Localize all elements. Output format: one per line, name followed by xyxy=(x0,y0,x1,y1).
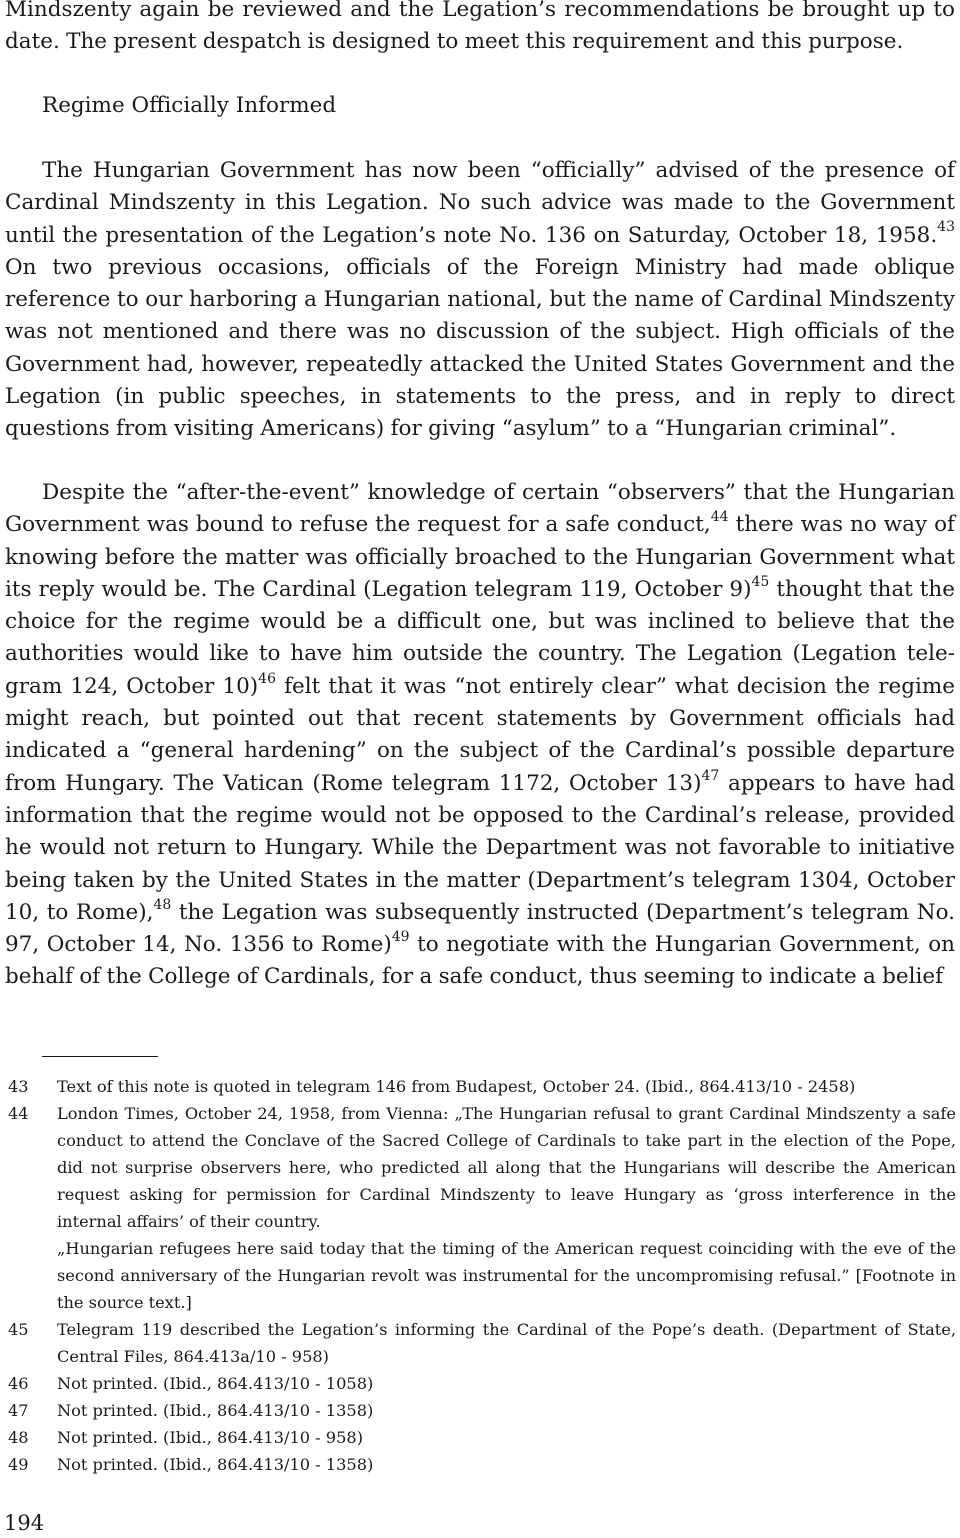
footnote-text: London Times, October 24, 1958, from Vienna: „The Hungarian refusal to grant Cardinal Mindszenty a safe conduct to attend the Conclave of the Sacred College of Cardinals to take part in the election of the Pope, did not surprise observers here, who predicted all along that the Hungarians will describe the American request asking for permission for Cardinal Mindszenty to leave Hungary as ‘gross interference in the internal affairs’ of their country. xyxy=(57,1104,956,1231)
paragraph-safe-conduct xyxy=(5,477,955,994)
footnote-text: Text of this note is quoted in telegram 146 from Budapest, October 24. (Ibid., 864.413/10 - 2458) xyxy=(57,1077,856,1096)
text-run: On two previous occasions, officials of the Foreign Ministry had made oblique reference to our harboring a Hungarian national, but the name of Cardinal Mindszenty was not mentioned and there was no discussion of the subject. High officials of the Government had, however, repeatedly attacked the United States Government and the Legation (in public speeches, in statements to the press, and in reply to direct questions from visiting Americans) for giving “asylum” to a “Hungarian criminal”. xyxy=(5,254,955,442)
footnote-number: 45 xyxy=(8,1320,29,1339)
footnote-text-continued: „Hungarian refugees here said today that the timing of the American request coinciding with the eve of the second anniversary of the Hungarian revolt was instrumental for the uncompromising refusal.” [Footnote in the source text.] xyxy=(57,1239,956,1312)
footnote-number: 46 xyxy=(8,1374,29,1393)
footnote-ref-45[interactable]: 45 xyxy=(751,573,770,590)
text-run: The Hungarian Government has now been “officially” advised of the presence of Cardinal Mindszenty in this Legation. No such advice was made to the Government until the presentation of the Legation’s note No. 136 on Saturday, October 18, 1958. xyxy=(5,158,955,248)
footnote-49 xyxy=(8,1451,956,1478)
footnote-ref-44[interactable]: 44 xyxy=(710,509,729,526)
intro-text: Mindszenty again be reviewed and the Legation’s recommendations be brought up to date. The present despatch is designed to meet this requirement and this purpose. xyxy=(5,0,955,55)
text-run: appears to have had information that the regime would not be opposed to the Cardinal’s release, provided he would not return to Hungary. While the Department was not favorable to initiative being taken by the United States in the matter (Department’s telegram 1304, October 10, to Rome), xyxy=(5,770,955,925)
text-run: to negotiate with the Hungarian Government, on behalf of the College of Cardinals, for a safe conduct, thus seeming to indicate a belief xyxy=(5,932,955,990)
text-run: felt that it was “not entirely clear” what decision the regime might reach, but pointed out that recent statements by Government officials had indicated a “general hardening” on the subject of the Cardinal’s possible departure from Hungary. The Vatican (Rome telegram 1172, October 13) xyxy=(5,673,955,796)
footnote-text: Not printed. (Ibid., 864.413/10 - 1358) xyxy=(57,1455,374,1474)
footnote-text: Telegram 119 described the Legation’s informing the Cardinal of the Pope’s death. (Department of State, Central Files, 864.413a/10 - 958) xyxy=(57,1320,956,1366)
footnote-44 xyxy=(8,1100,956,1316)
footnote-43 xyxy=(8,1073,956,1100)
footnote-47 xyxy=(8,1397,956,1424)
footnote-text: Not printed. (Ibid., 864.413/10 - 958) xyxy=(57,1428,364,1447)
footnote-divider xyxy=(42,1056,158,1057)
paragraph-official-notice xyxy=(5,155,955,446)
footnote-text: Not printed. (Ibid., 864.413/10 - 1058) xyxy=(57,1374,374,1393)
footnotes-list xyxy=(8,1073,956,1478)
page-number: 194 xyxy=(4,1511,45,1535)
footnote-number: 44 xyxy=(8,1104,29,1123)
text-run: thought that the choice for the regime would be a difficult one, but was inclined to believe that the authorities would like to have him outside the country. The Legation (Legation tele-gram 124, October 10) xyxy=(5,576,955,699)
footnote-number: 47 xyxy=(8,1401,29,1420)
footnote-ref-43[interactable]: 43 xyxy=(937,219,955,236)
footnote-ref-46[interactable]: 46 xyxy=(258,670,276,687)
footnote-48 xyxy=(8,1424,956,1451)
text-run: the Legation was subsequently instructed (Department’s telegram No. 97, October 14, No. 1356 to Rome) xyxy=(5,899,955,958)
text-run: there was no way of knowing before the matter was officially broached to the Hungarian Government what its reply would be. The Cardinal (Legation telegram 119, October 9) xyxy=(5,512,956,602)
text-run: Despite the “after-the-event” knowledge of certain “observers” that the Hungarian Government was bound to refuse the request for a safe conduct, xyxy=(5,480,955,538)
footnote-number: 43 xyxy=(8,1077,29,1096)
footnote-ref-47[interactable]: 47 xyxy=(701,767,720,784)
footnote-ref-49[interactable]: 49 xyxy=(391,929,410,945)
footnote-number: 48 xyxy=(8,1428,29,1447)
intro-paragraph xyxy=(5,0,955,59)
footnote-ref-48[interactable]: 48 xyxy=(153,896,172,913)
footnote-45 xyxy=(8,1316,956,1370)
footnote-number: 49 xyxy=(8,1455,29,1474)
section-heading: Regime Officially Informed xyxy=(42,93,337,118)
footnote-text: Not printed. (Ibid., 864.413/10 - 1358) xyxy=(57,1401,374,1420)
footnote-46 xyxy=(8,1370,956,1397)
